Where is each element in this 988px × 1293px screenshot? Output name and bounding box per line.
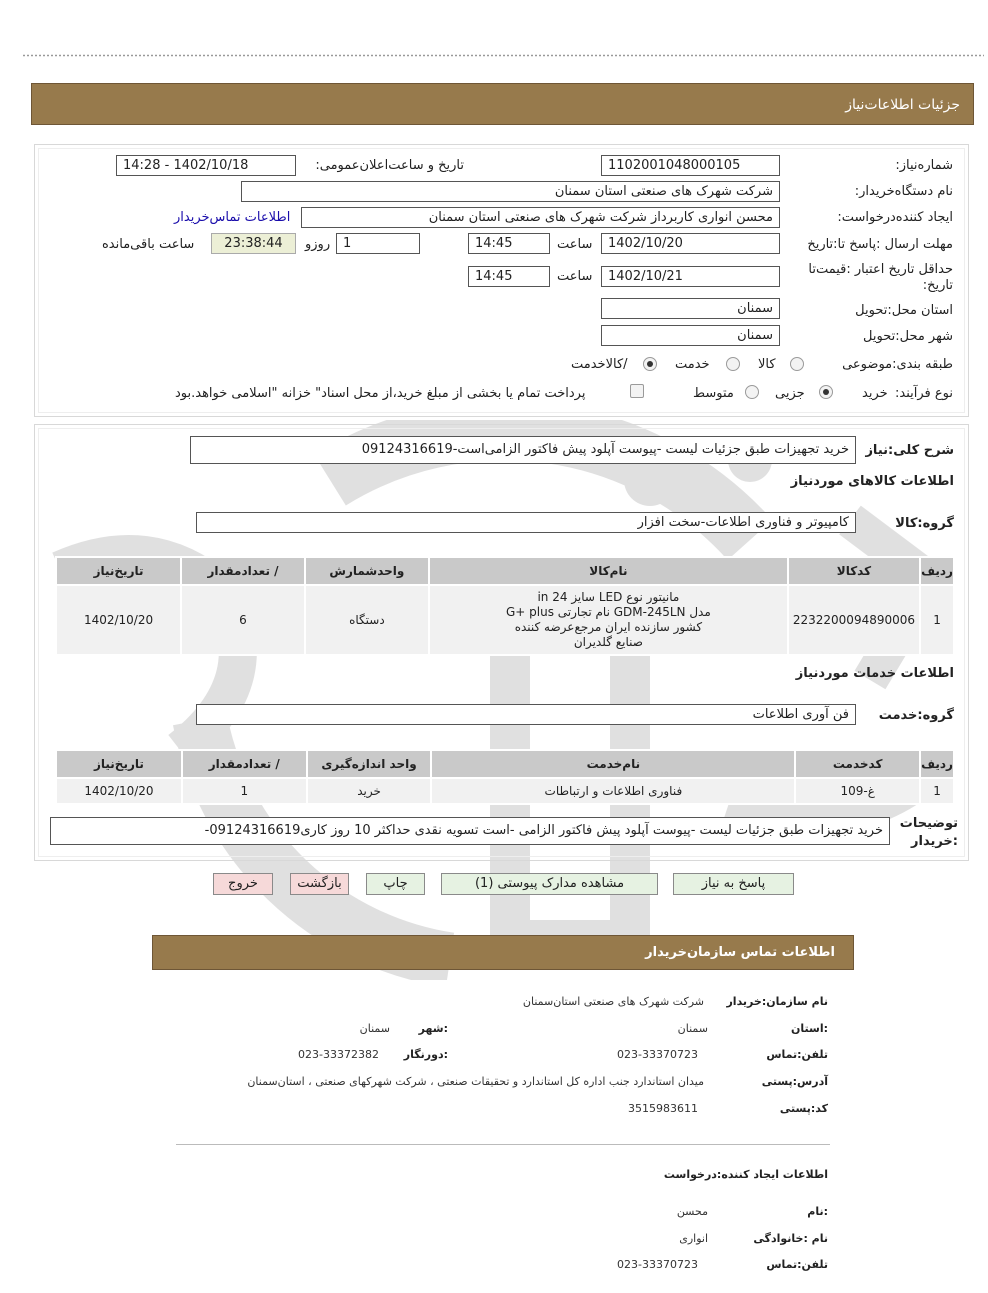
col-unit: واحدشمارش xyxy=(305,557,429,585)
treasury-checkbox[interactable] xyxy=(630,384,644,398)
validity-date-field: 1402/10/21 xyxy=(601,266,780,287)
province-field: سمنان xyxy=(601,298,780,319)
cell-date: 1402/10/20 xyxy=(56,585,181,655)
table-row xyxy=(56,778,954,804)
col-name: نام‌کالا xyxy=(429,557,788,585)
deadline-label: مهلت ارسال :پاسخ تا:تاریخ xyxy=(807,237,953,252)
buyer-notes-label-2: :خریدار xyxy=(911,834,958,849)
goods-group-field: کامپیوتر و فناوری اطلاعات-سخت افزار xyxy=(196,512,856,533)
cell-name xyxy=(429,585,788,655)
col-unit: واحد اندازه‌گیری xyxy=(307,750,432,778)
top-dotted-divider xyxy=(22,54,984,57)
phone-label: تلفن:تماس xyxy=(766,1048,828,1061)
cell-code: 2232200094890006 xyxy=(788,585,920,655)
radio-goods-service-label: /کالاخدمت xyxy=(571,357,628,372)
col-qty: / تعدادمقدار xyxy=(181,557,305,585)
cell-row: 1 xyxy=(920,778,954,804)
col-row: ردیف xyxy=(920,750,954,778)
col-date: تاریخ‌نیاز xyxy=(56,750,182,778)
buyer-org-field: شرکت شهرک های صنعتی استان سمنان xyxy=(241,181,780,202)
remaining-label: ساعت باقی‌مانده xyxy=(102,237,195,252)
cell-unit: خرید xyxy=(307,778,432,804)
print-button[interactable]: چاپ xyxy=(366,873,425,895)
validity-label: حداقل تاریخ اعتبار :قیمت‌تا تاریخ: xyxy=(808,262,953,293)
service-group-field: فن آوری اطلاعات xyxy=(196,704,856,725)
summary-label: شرح کلی:نیاز xyxy=(865,443,954,458)
days-field: 1 xyxy=(336,233,420,254)
deadline-time-field: 14:45 xyxy=(468,233,550,254)
radio-goods-label: کالا xyxy=(758,357,776,372)
city-field: سمنان xyxy=(601,325,780,346)
cell-code: غ-109 xyxy=(795,778,920,804)
buyer-notes-label: توضیحات xyxy=(899,816,958,831)
creator-phone-value: 023-33370723 xyxy=(617,1258,698,1271)
col-row: ردیف xyxy=(920,557,954,585)
province-value-2: سمنان xyxy=(677,1022,708,1035)
contact-header-bar xyxy=(152,935,854,970)
goods-group-label: گروه:کالا xyxy=(895,516,954,531)
need-number-field: 1102001048000105 xyxy=(601,155,780,176)
name-line: مدل GDM-245LN نام تجارتی G+ plus xyxy=(505,605,711,619)
process-label: نوع فرآیند: xyxy=(895,386,953,401)
fax-value: 023-33372382 xyxy=(298,1048,379,1061)
cell-name: فناوری اطلاعات و ارتباطات xyxy=(431,778,795,804)
radio-partial-label: جزیی xyxy=(775,386,805,401)
org-label: نام سازمان:خریدار xyxy=(726,995,828,1008)
cell-qty: 6 xyxy=(181,585,305,655)
radio-goods-service[interactable] xyxy=(643,357,657,371)
table-row xyxy=(56,585,954,655)
buyer-contact-link[interactable]: اطلاعات تماس‌خریدار xyxy=(174,210,291,225)
col-date: تاریخ‌نیاز xyxy=(56,557,181,585)
days-label: روزو xyxy=(305,237,331,252)
service-table xyxy=(55,749,955,805)
name-line: مانیتور نوع LED سایز 24 in xyxy=(537,590,680,604)
radio-partial[interactable] xyxy=(819,385,833,399)
announce-field: 1402/10/18 - 14:28 xyxy=(116,155,296,176)
col-name: نام‌خدمت xyxy=(431,750,795,778)
attachments-button[interactable]: مشاهده مدارک پیوستی (1) xyxy=(441,873,658,895)
creator-field: محسن انواری کاربرداز شرکت شهرک های صنعتی استان سمنان xyxy=(301,207,780,228)
creator-label: ایجاد کننده‌درخواست: xyxy=(837,210,953,225)
cell-date: 1402/10/20 xyxy=(56,778,182,804)
radio-service[interactable] xyxy=(726,357,740,371)
need-number-label: شماره‌نیاز: xyxy=(895,158,953,173)
buyer-org-label: نام دستگاه‌خریدار: xyxy=(854,184,953,199)
section-divider xyxy=(176,1144,830,1145)
services-heading: اطلاعات خدمات موردنیاز xyxy=(795,666,954,681)
deadline-date-field: 1402/10/20 xyxy=(601,233,780,254)
province-label-2: :استان xyxy=(791,1022,828,1035)
address-value: میدان استاندارد جنب اداره کل استاندارد و تحقیقات صنعتی ، شرکت شهرکهای صنعتی ، استان‌سمنان xyxy=(247,1075,704,1088)
deadline-time-label: ساعت xyxy=(557,237,593,252)
page-title: جزئیات اطلاعات‌نیاز xyxy=(845,97,960,113)
radio-medium[interactable] xyxy=(745,385,759,399)
exit-button[interactable]: خروج xyxy=(213,873,273,895)
phone-value: 023-33370723 xyxy=(617,1048,698,1061)
name-line: کشور سازنده ایران مرجع‌عرضه کننده xyxy=(514,620,703,634)
org-value: شرکت شهرک های صنعتی استان‌سمنان xyxy=(522,995,704,1008)
cell-unit: دستگاه xyxy=(305,585,429,655)
city-label-2: :شهر xyxy=(418,1022,448,1035)
col-qty: / تعدادمقدار xyxy=(182,750,307,778)
name-line: صنایع گلدیران xyxy=(573,635,643,649)
name-value: محسن xyxy=(676,1205,708,1218)
validity-time-field: 14:45 xyxy=(468,266,550,287)
postal-label: کد:پستی xyxy=(779,1102,828,1115)
buyer-notes-field: خرید تجهیزات طبق جزئیات لیست -پیوست آپلود پیش فاکتور الزامی -است تسویه نقدی حداکثر 10 روز کاری09124316619- xyxy=(50,817,890,845)
page-header-bar xyxy=(31,83,974,125)
cell-row: 1 xyxy=(920,585,954,655)
address-label: آدرس:پستی xyxy=(761,1075,828,1088)
family-label: نام :خانوادگی xyxy=(753,1232,828,1245)
validity-time-label: ساعت xyxy=(557,269,593,284)
family-value: انواری xyxy=(679,1232,708,1245)
category-label: طبقه بندی:موضوعی xyxy=(842,357,953,372)
name-label: :نام xyxy=(807,1205,828,1218)
radio-service-label: خدمت xyxy=(675,357,710,372)
postal-value: 3515983611 xyxy=(628,1102,698,1115)
process-buy-label: خرید xyxy=(862,386,888,401)
radio-medium-label: متوسط xyxy=(693,386,734,401)
reply-button[interactable]: پاسخ به نیاز xyxy=(673,873,794,895)
province-label: استان محل:تحویل xyxy=(855,303,953,318)
goods-table xyxy=(55,556,955,656)
cell-qty: 1 xyxy=(182,778,307,804)
col-code: کدکالا xyxy=(788,557,920,585)
goods-heading: اطلاعات کالاهای موردنیاز xyxy=(790,474,954,489)
summary-field: خرید تجهیزات طبق جزئیات لیست -پیوست آپلود پیش فاکتور الزامی‌است-09124316619 xyxy=(190,436,856,464)
col-code: کدخدمت xyxy=(795,750,920,778)
announce-label: تاریخ و ساعت‌اعلان‌عمومی: xyxy=(315,158,464,173)
city-value-2: سمنان xyxy=(359,1022,390,1035)
creator-phone-label: تلفن:تماس xyxy=(766,1258,828,1271)
back-button[interactable]: بازگشت xyxy=(290,873,349,895)
service-group-label: گروه:خدمت xyxy=(878,708,954,723)
treasury-note: پرداخت تمام یا بخشی از مبلغ خرید،از محل اسناد" خزانه "اسلامی خواهد.بود xyxy=(175,386,586,401)
city-label: شهر محل:تحویل xyxy=(863,329,953,344)
creator-title: اطلاعات ایجاد کننده:درخواست xyxy=(663,1168,828,1181)
radio-goods[interactable] xyxy=(790,357,804,371)
fax-label: :دورنگار xyxy=(403,1048,448,1061)
remaining-timer: 23:38:44 xyxy=(211,233,296,254)
contact-title: اطلاعات تماس سازمان‌خریدار xyxy=(645,945,835,960)
